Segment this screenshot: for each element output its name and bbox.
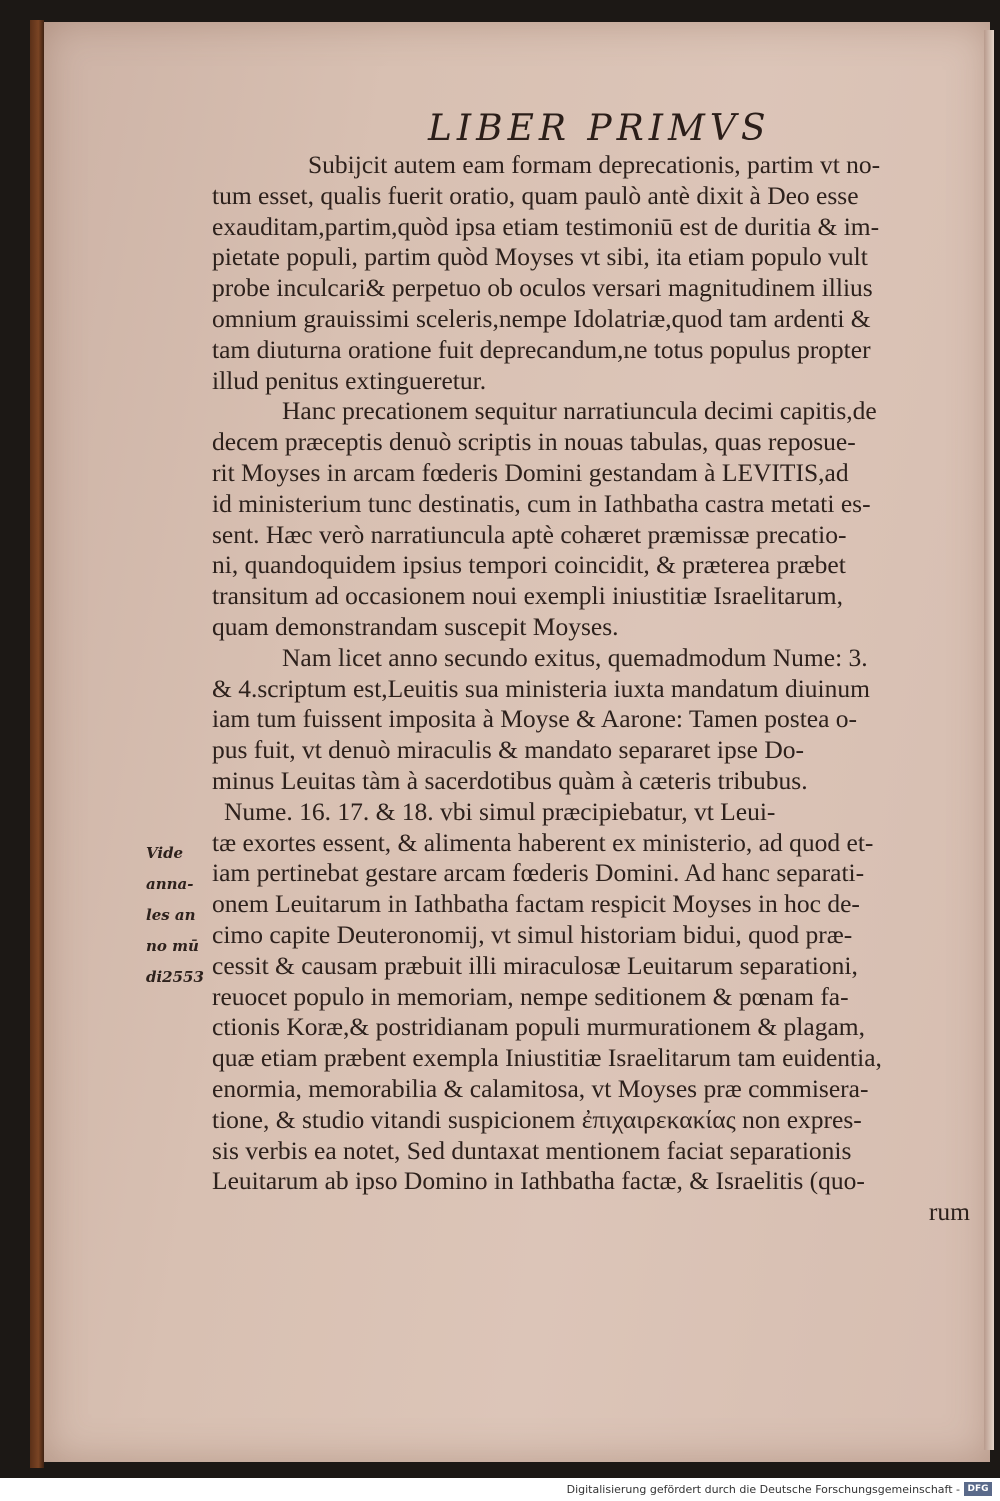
text-line: sis verbis ea notet, Sed duntaxat mentionem faciat separationis <box>212 1135 852 1165</box>
text-line: tæ exortes essent, & alimenta haberent ex ministerio, ad quod et- <box>212 827 874 857</box>
margin-note-line: no mū <box>146 937 199 955</box>
text-line: pietate populi, partim quòd Moyses vt sibi, ita etiam populo vult <box>212 242 868 272</box>
text-line: Nume. 16. 17. & 18. vbi simul præcipiebatur, vt Leui- <box>224 796 776 826</box>
margin-note-line: anna- <box>146 875 194 893</box>
footer-bar <box>0 1478 1000 1501</box>
text-line: omnium grauissimi sceleris,nempe Idolatriæ,quod tam ardenti & <box>212 303 871 333</box>
text-line: pus fuit, vt denuò miraculis & mandato separaret ipse Do- <box>212 735 805 765</box>
funding-notice: Digitalisierung gefördert durch die Deutsche Forschungsgemeinschaft - <box>566 1483 960 1496</box>
text-line: tione, & studio vitandi suspicionem ἐπιχαιρεκακίας non expres- <box>212 1104 862 1134</box>
text-line: rit Moyses in arcam fœderis Domini gestandam à LEVITIS,ad <box>212 457 849 487</box>
text-line: quam demonstrandam suscepit Moyses. <box>212 611 619 641</box>
text-line: ctionis Koræ,& postridianam populi murmurationem & plagam, <box>212 1012 865 1042</box>
margin-note-line: Vide <box>146 844 184 862</box>
text-line: Hanc precationem sequitur narratiuncula decimi capitis,de <box>282 396 877 426</box>
text-line: tam diuturna oratione fuit deprecandum,ne totus populus propter <box>212 334 871 364</box>
text-line: probe inculcari& perpetuo ob oculos versari magnitudinem illius <box>212 273 873 303</box>
text-line: iam pertinebat gestare arcam fœderis Domini. Ad hanc separati- <box>212 858 865 888</box>
text-line: reuocet populo in memoriam, nempe seditionem & pœnam fa- <box>212 981 849 1011</box>
book-cover-edge <box>30 20 44 1468</box>
text-line: quæ etiam præbent exempla Iniustitiæ Israelitarum tam euidentia, <box>212 1043 882 1073</box>
text-line: iam tum fuissent imposita à Moyse & Aarone: Tamen postea o- <box>212 704 858 734</box>
dfg-logo-icon: DFG <box>964 1482 992 1496</box>
text-line: id ministerium tunc destinatis, cum in Iathbatha castra metati es- <box>212 488 871 518</box>
text-line: Leuitarum ab ipso Domino in Iathbatha factæ, & Israelitis (quo- <box>212 1166 865 1196</box>
text-line: decem præceptis denuò scriptis in nouas tabulas, quas reposue- <box>212 427 856 457</box>
margin-note-line: les an <box>146 906 196 924</box>
text-line: illud penitus extingueretur. <box>212 365 487 395</box>
text-line: Nam licet anno secundo exitus, quemadmodum Nume: 3. <box>282 642 868 672</box>
text-line: Subijcit autem eam formam deprecationis, partim vt no- <box>308 150 881 179</box>
catchword: rum <box>928 1197 970 1227</box>
text-line: & 4.scriptum est,Leuitis sua ministeria iuxta mandatum diuinum <box>212 673 870 703</box>
page-right-edge <box>984 30 994 1450</box>
text-line: transitum ad occasionem noui exempli iniustitiæ Israelitarum, <box>212 581 843 611</box>
running-head: LIBER PRIMVS <box>428 108 771 149</box>
text-line: sent. Hæc verò narratiuncula aptè cohæret præmissæ precatio- <box>212 519 847 549</box>
text-line: tum esset, qualis fuerit oratio, quam paulò antè dixit à Deo esse <box>212 180 859 210</box>
text-line: enormia, memorabilia & calamitosa, vt Moyses præ commisera- <box>212 1073 869 1103</box>
text-line: onem Leuitarum in Iathbatha factam respicit Moyses in hoc de- <box>212 889 860 919</box>
margin-note-line: di2553 <box>146 968 204 986</box>
text-line: ni, quandoquidem ipsius tempori coincidit, & præterea præbet <box>212 550 846 580</box>
body-text <box>212 150 982 1228</box>
text-line: exauditam,partim,quòd ipsa etiam testimoniū est de duritia & im- <box>212 211 880 241</box>
text-line: cessit & causam præbuit illi miraculosæ Leuitarum separationi, <box>212 950 858 980</box>
text-line: cimo capite Deuteronomij, vt simul historiam bidui, quod præ- <box>212 919 853 949</box>
text-line: minus Leuitas tàm à sacerdotibus quàm à cæteris tribubus. <box>212 765 808 795</box>
margin-note <box>146 838 212 993</box>
